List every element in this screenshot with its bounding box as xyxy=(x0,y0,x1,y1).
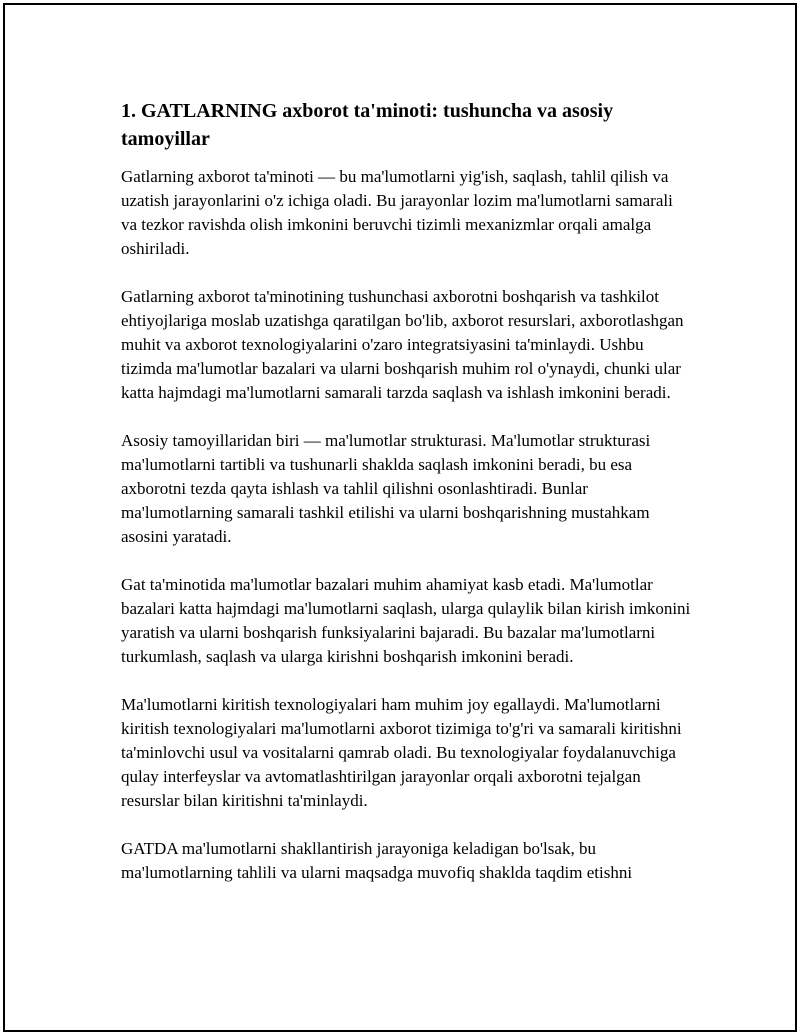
paragraph-2: Gatlarning axborot ta'minotining tushunchasi axborotni boshqarish va tashkilot ehtiyojlariga moslab uzatishga qaratilgan bo'lib, axborot resurslari, axborotlashgan muhit va axborot texnologiyalarini o'zaro integratsiyasini ta'minlaydi. Ushbu tizimda ma'lumotlar bazalari va ularni boshqarish muhim rol o'ynaydi, chunki ular katta hajmdagi ma'lumotlarni samarali tarzda saqlash va ishlash imkonini beradi. xyxy=(121,287,684,402)
document-body xyxy=(121,97,693,909)
page-frame xyxy=(3,3,797,1032)
section-heading: 1. GATLARNING axborot ta'minoti: tushuncha va asosiy tamoyillar xyxy=(121,100,614,150)
paragraph-3: Asosiy tamoyillaridan biri — ma'lumotlar strukturasi. Ma'lumotlar strukturasi ma'lumotlarni tartibli va tushunarli shaklda saqlash imkonini beradi, bu esa axborotni tezda qayta ishlash va tahlil qilishni osonlashtiradi. Bunlar ma'lumotlarning samarali tashkil etilishi va ularni boshqarishning mustahkam asosini yaratadi. xyxy=(121,431,651,546)
paragraph-4: Gat ta'minotida ma'lumotlar bazalari muhim ahamiyat kasb etadi. Ma'lumotlar bazalari katta hajmdagi ma'lumotlarni saqlash, ularga qulaylik bilan kirish imkonini yaratish va ularni boshqarish funksiyalarini bajaradi. Bu bazalar ma'lumotlarni turkumlash, saqlash va ularga kirishni boshqarish imkonini beradi. xyxy=(121,575,691,666)
paragraph-1: Gatlarning axborot ta'minoti — bu ma'lumotlarni yig'ish, saqlash, tahlil qilish va uzatish jarayonlarini o'z ichiga oladi. Bu jarayonlar lozim ma'lumotlarni samarali va tezkor ravishda olish imkonini beruvchi tizimli mexanizmlar orqali amalga oshiriladi. xyxy=(121,167,673,258)
paragraph-5: Ma'lumotlarni kiritish texnologiyalari ham muhim joy egallaydi. Ma'lumotlarni kiritish texnologiyalari ma'lumotlarni axborot tizimiga to'g'ri va samarali kiritishni ta'minlovchi usul va vositalarni qamrab oladi. Bu texnologiyalar foydalanuvchiga qulay interfeyslar va avtomatlashtirilgan jarayonlar orqali axborotni tejalgan resurslar bilan kiritishni ta'minlaydi. xyxy=(121,695,682,810)
paragraph-6: GATDA ma'lumotlarni shakllantirish jarayoniga keladigan bo'lsak, bu ma'lumotlarning tahlili va ularni maqsadga muvofiq shaklda taqdim etishni xyxy=(121,839,633,882)
